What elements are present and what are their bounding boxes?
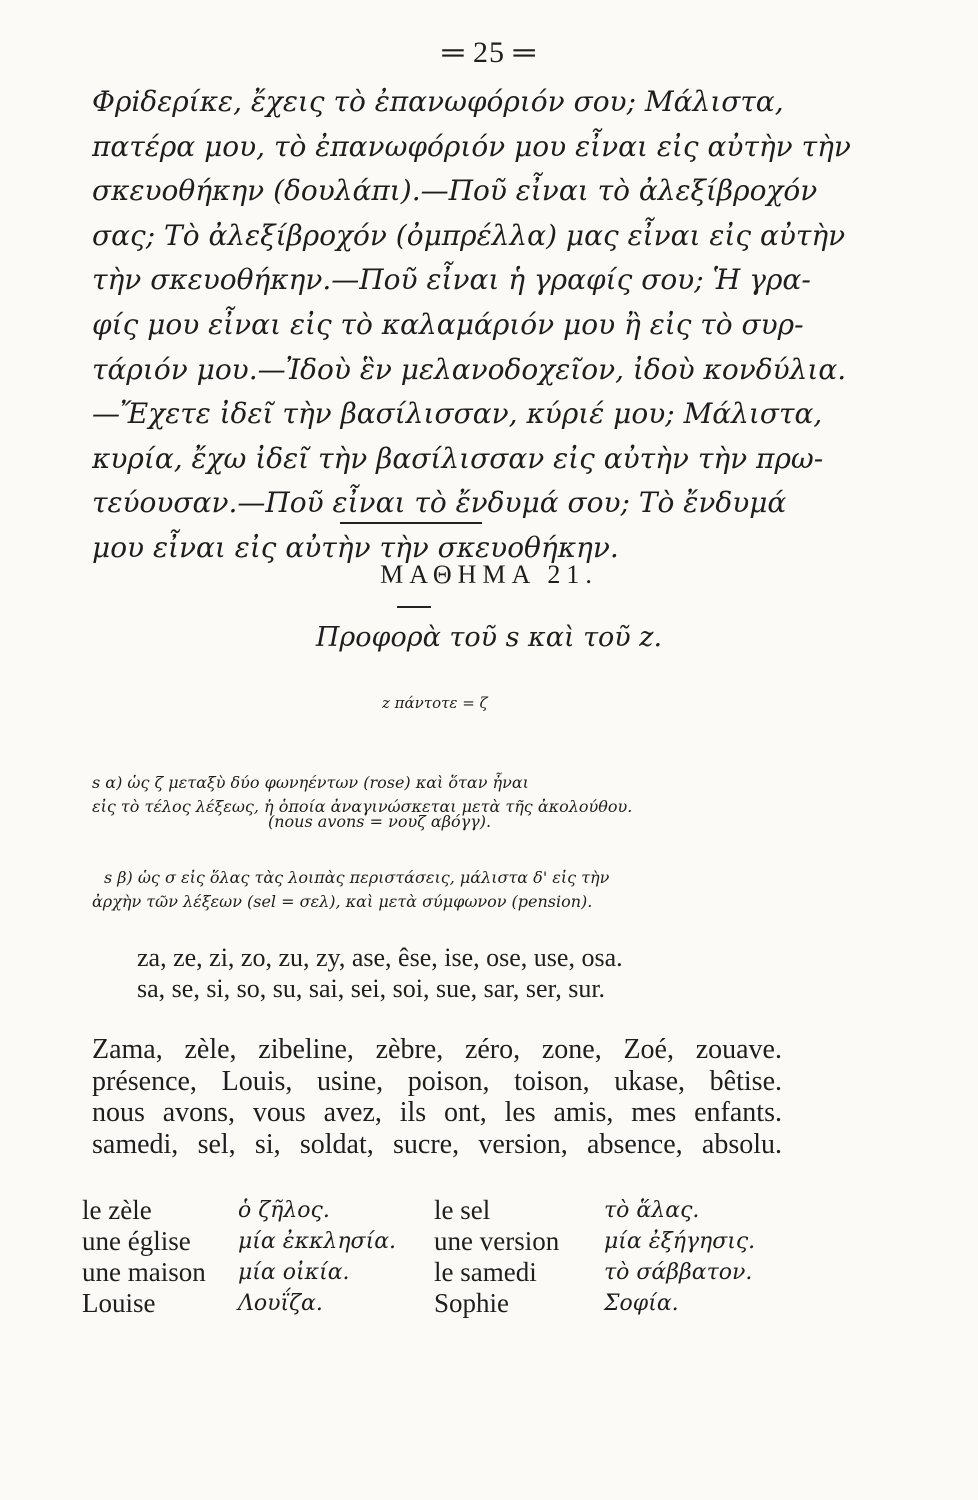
vocab-french: le sel xyxy=(434,1195,491,1225)
french-word-line: samedi, sel, si, soldat, sucre, version, absence, absolu. xyxy=(92,1128,782,1160)
vocab-french: Sophie xyxy=(434,1288,510,1318)
vocab-french: une maison xyxy=(82,1257,206,1287)
vocab-french: le samedi xyxy=(434,1257,537,1287)
s-rule-a-line: s α) ὡς ζ μεταξὺ δύο φωνηέντων (rose) καὶ ὅταν ἦναι xyxy=(92,773,529,792)
vocabulary-row xyxy=(82,1195,782,1226)
paragraph-line: μου εἶναι εἰς αὐτὴν τὴν σκευοθήκην. xyxy=(92,530,619,564)
s-rule-b-line: s β) ὡς σ εἰς ὅλας τὰς λοιπὰς περιστάσεις, μάλιστα δ' εἰς τὴν xyxy=(104,868,610,887)
paragraph-line: Φρiδερίκε, ἔχεις τὸ ἐπανωφόριόν σου; Μάλιστα, xyxy=(92,85,784,118)
vocab-french: une église xyxy=(82,1226,191,1256)
vocabulary-row xyxy=(82,1288,782,1319)
vocabulary-row xyxy=(82,1257,782,1288)
vocab-greek: τὸ ἅλας. xyxy=(604,1198,700,1223)
paragraph-line: σας; Τὸ ἀλεξίβροχόν (ὀμπρέλλα) μας εἶναι εἰς αὐτὴν xyxy=(92,218,846,252)
vocabulary-table xyxy=(82,1195,782,1319)
greek-dialogue-paragraph xyxy=(92,80,851,571)
french-word-line: présence, Louis, usine, poison, toison, ukase, bêtise. xyxy=(92,1065,782,1097)
paragraph-line: τὴν σκευοθήκην.—Ποῦ εἶναι ἡ γραφίς σου; Ἡ γρα- xyxy=(92,263,811,297)
paragraph-line: —Ἔχετε ἰδεῖ τὴν βασίλισσαν, κύριέ μου; Μάλιστα, xyxy=(92,397,823,431)
s-rule-a-line: εἰς τὸ τέλος λέξεως, ἡ ὁποία ἀναγινώσκεται μετὰ τῆς ἀκολούθου. xyxy=(92,797,633,816)
french-word-list xyxy=(92,1034,782,1160)
vocab-greek: Λουΐζα. xyxy=(238,1291,323,1316)
syllable-line: za, ze, zi, zo, zu, zy, ase, êse, ise, ose, use, osa. xyxy=(137,943,623,972)
vocab-french: une version xyxy=(434,1226,560,1256)
lesson-title: ΜΑΘΗΜΑ 21. xyxy=(380,560,598,589)
lesson-subtitle: Προφορὰ τοῦ s καὶ τοῦ z. xyxy=(315,622,663,653)
paragraph-line: φίς μου εἶναι εἰς τὸ καλαμάριόν μου ἢ εἰς τὸ συρ- xyxy=(92,307,804,341)
z-rule: z πάντοτε = ζ xyxy=(382,694,488,712)
vocab-greek: ὁ ζῆλος. xyxy=(238,1198,330,1223)
vocab-greek: μία οἰκία. xyxy=(238,1260,350,1285)
paragraph-line: τάριόν μου.—Ἰδοὺ ἓν μελανοδοχεῖον, ἰδοὺ κονδύλια. xyxy=(92,352,847,386)
s-rule-a-example: (nous avons = νουζ αβόγγ). xyxy=(268,812,492,831)
french-word-line: Zama, zèle, zibeline, zèbre, zéro, zone, Zoé, zouave. xyxy=(92,1034,782,1065)
section-divider xyxy=(340,522,482,524)
s-rule-b-line: ἀρχὴν τῶν λέξεων (sel = σελ), καὶ μετὰ σύμφωνον (pension). xyxy=(92,892,593,911)
french-word-line: nous avons, vous avez, ils ont, les amis, mes enfants. xyxy=(92,1097,782,1128)
paragraph-line: πατέρα μου, τὸ ἐπανωφόριόν μου εἶναι εἰς αὐτὴν τὴν xyxy=(92,129,851,163)
paragraph-line: τεύουσαν.—Ποῦ εἶναι τὸ ἔνδυμά σου; Τὸ ἔνδυμά xyxy=(92,486,787,520)
vocab-greek: μία ἐξήγησις. xyxy=(604,1229,756,1254)
vocab-greek: Σοφία. xyxy=(604,1291,679,1316)
vocab-greek: μία ἐκκλησία. xyxy=(238,1229,397,1254)
vocab-french: Louise xyxy=(82,1288,156,1318)
vocab-greek: τὸ σάββατον. xyxy=(604,1260,753,1285)
page-number: ═ 25 ═ xyxy=(442,36,536,69)
paragraph-line: κυρία, ἔχω ἰδεῖ τὴν βασίλισσαν εἰς αὐτὴν τὴν πρω- xyxy=(92,441,824,475)
paragraph-line: σκευοθήκην (δουλάπι).—Ποῦ εἶναι τὸ ἀλεξίβροχόν xyxy=(92,174,818,208)
vocabulary-row xyxy=(82,1226,782,1257)
title-divider xyxy=(397,606,431,608)
vocab-french: le zèle xyxy=(82,1195,152,1225)
syllable-line: sa, se, si, so, su, sai, sei, soi, sue, sar, ser, sur. xyxy=(137,974,606,1003)
